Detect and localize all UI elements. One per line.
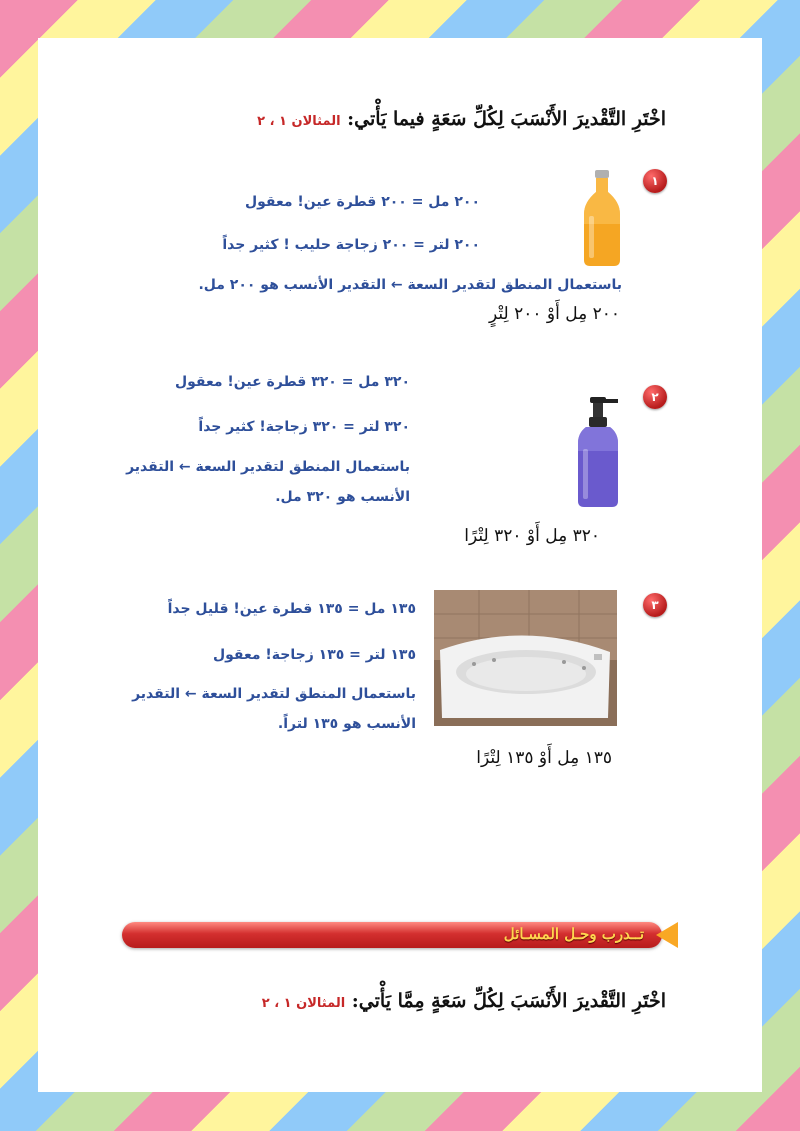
item-2-line-3: باستعمال المنطق لتقدير السعة ← التقدير الأنسب هو ٣٢٠ مل. [126,459,410,505]
soap-dispenser-image [572,393,624,511]
item-3-line-2: ١٣٥ لتر = ١٣٥ زجاجة! معقول [212,647,416,663]
item-number-badge: ٢ [643,385,667,409]
item-3-answer: ١٣٥ مِل أَوْ ١٣٥ لِتْرًا [476,748,612,768]
item-2-line-2: ٣٢٠ لتر = ٣٢٠ زجاجة! كثير جداً [198,419,410,435]
bathtub-image [434,590,617,726]
item-1-line-3: باستعمال المنطق لتقدير السعة ← التقدير الأنسب هو ٢٠٠ مل. [198,277,622,293]
juice-bottle-image [580,168,624,268]
item-number-badge: ١ [643,169,667,193]
practice-instruction-heading [262,990,666,1012]
worksheet-page [38,38,762,1092]
ribbon-arrow-icon [656,922,678,948]
instruction-text: اخْتَرِ التَّقْديرَ الأَنْسَبَ لِكُلِّ سَعَةٍ فيما يَأْتي: [347,108,666,130]
practice-instruction-reference: المثالان ١ ، ٢ [261,996,346,1011]
practice-instruction-text: اخْتَرِ التَّقْديرَ الأَنْسَبَ لِكُلِّ سَعَةٍ مِمَّا يَأْتي: [351,990,666,1012]
item-3-line-1: ١٣٥ مل = ١٣٥ قطرة عين! قليل جداً [167,601,416,617]
item-1-line-1: ٢٠٠ مل = ٢٠٠ قطرة عين! معقول [244,194,480,210]
item-number-badge: ٣ [643,593,667,617]
instruction-heading [257,108,666,130]
item-2-answer: ٣٢٠ مِل أَوْ ٣٢٠ لِتْرًا [464,526,600,546]
item-3-line-3: باستعمال المنطق لتقدير السعة ← التقدير الأنسب هو ١٣٥ لتراً. [132,686,416,732]
item-1-answer: ٢٠٠ مِل أَوْ ٢٠٠ لِتْرٍ [488,304,620,324]
practice-banner-title: تــدرب وحـل المسـائل [503,925,644,943]
item-2-line-1: ٣٢٠ مل = ٣٢٠ قطرة عين! معقول [174,374,410,390]
item-1-line-2: ٢٠٠ لتر = ٢٠٠ زجاجة حليب ! كثير جداً [222,237,480,253]
instruction-reference: المثالان ١ ، ٢ [257,114,341,129]
